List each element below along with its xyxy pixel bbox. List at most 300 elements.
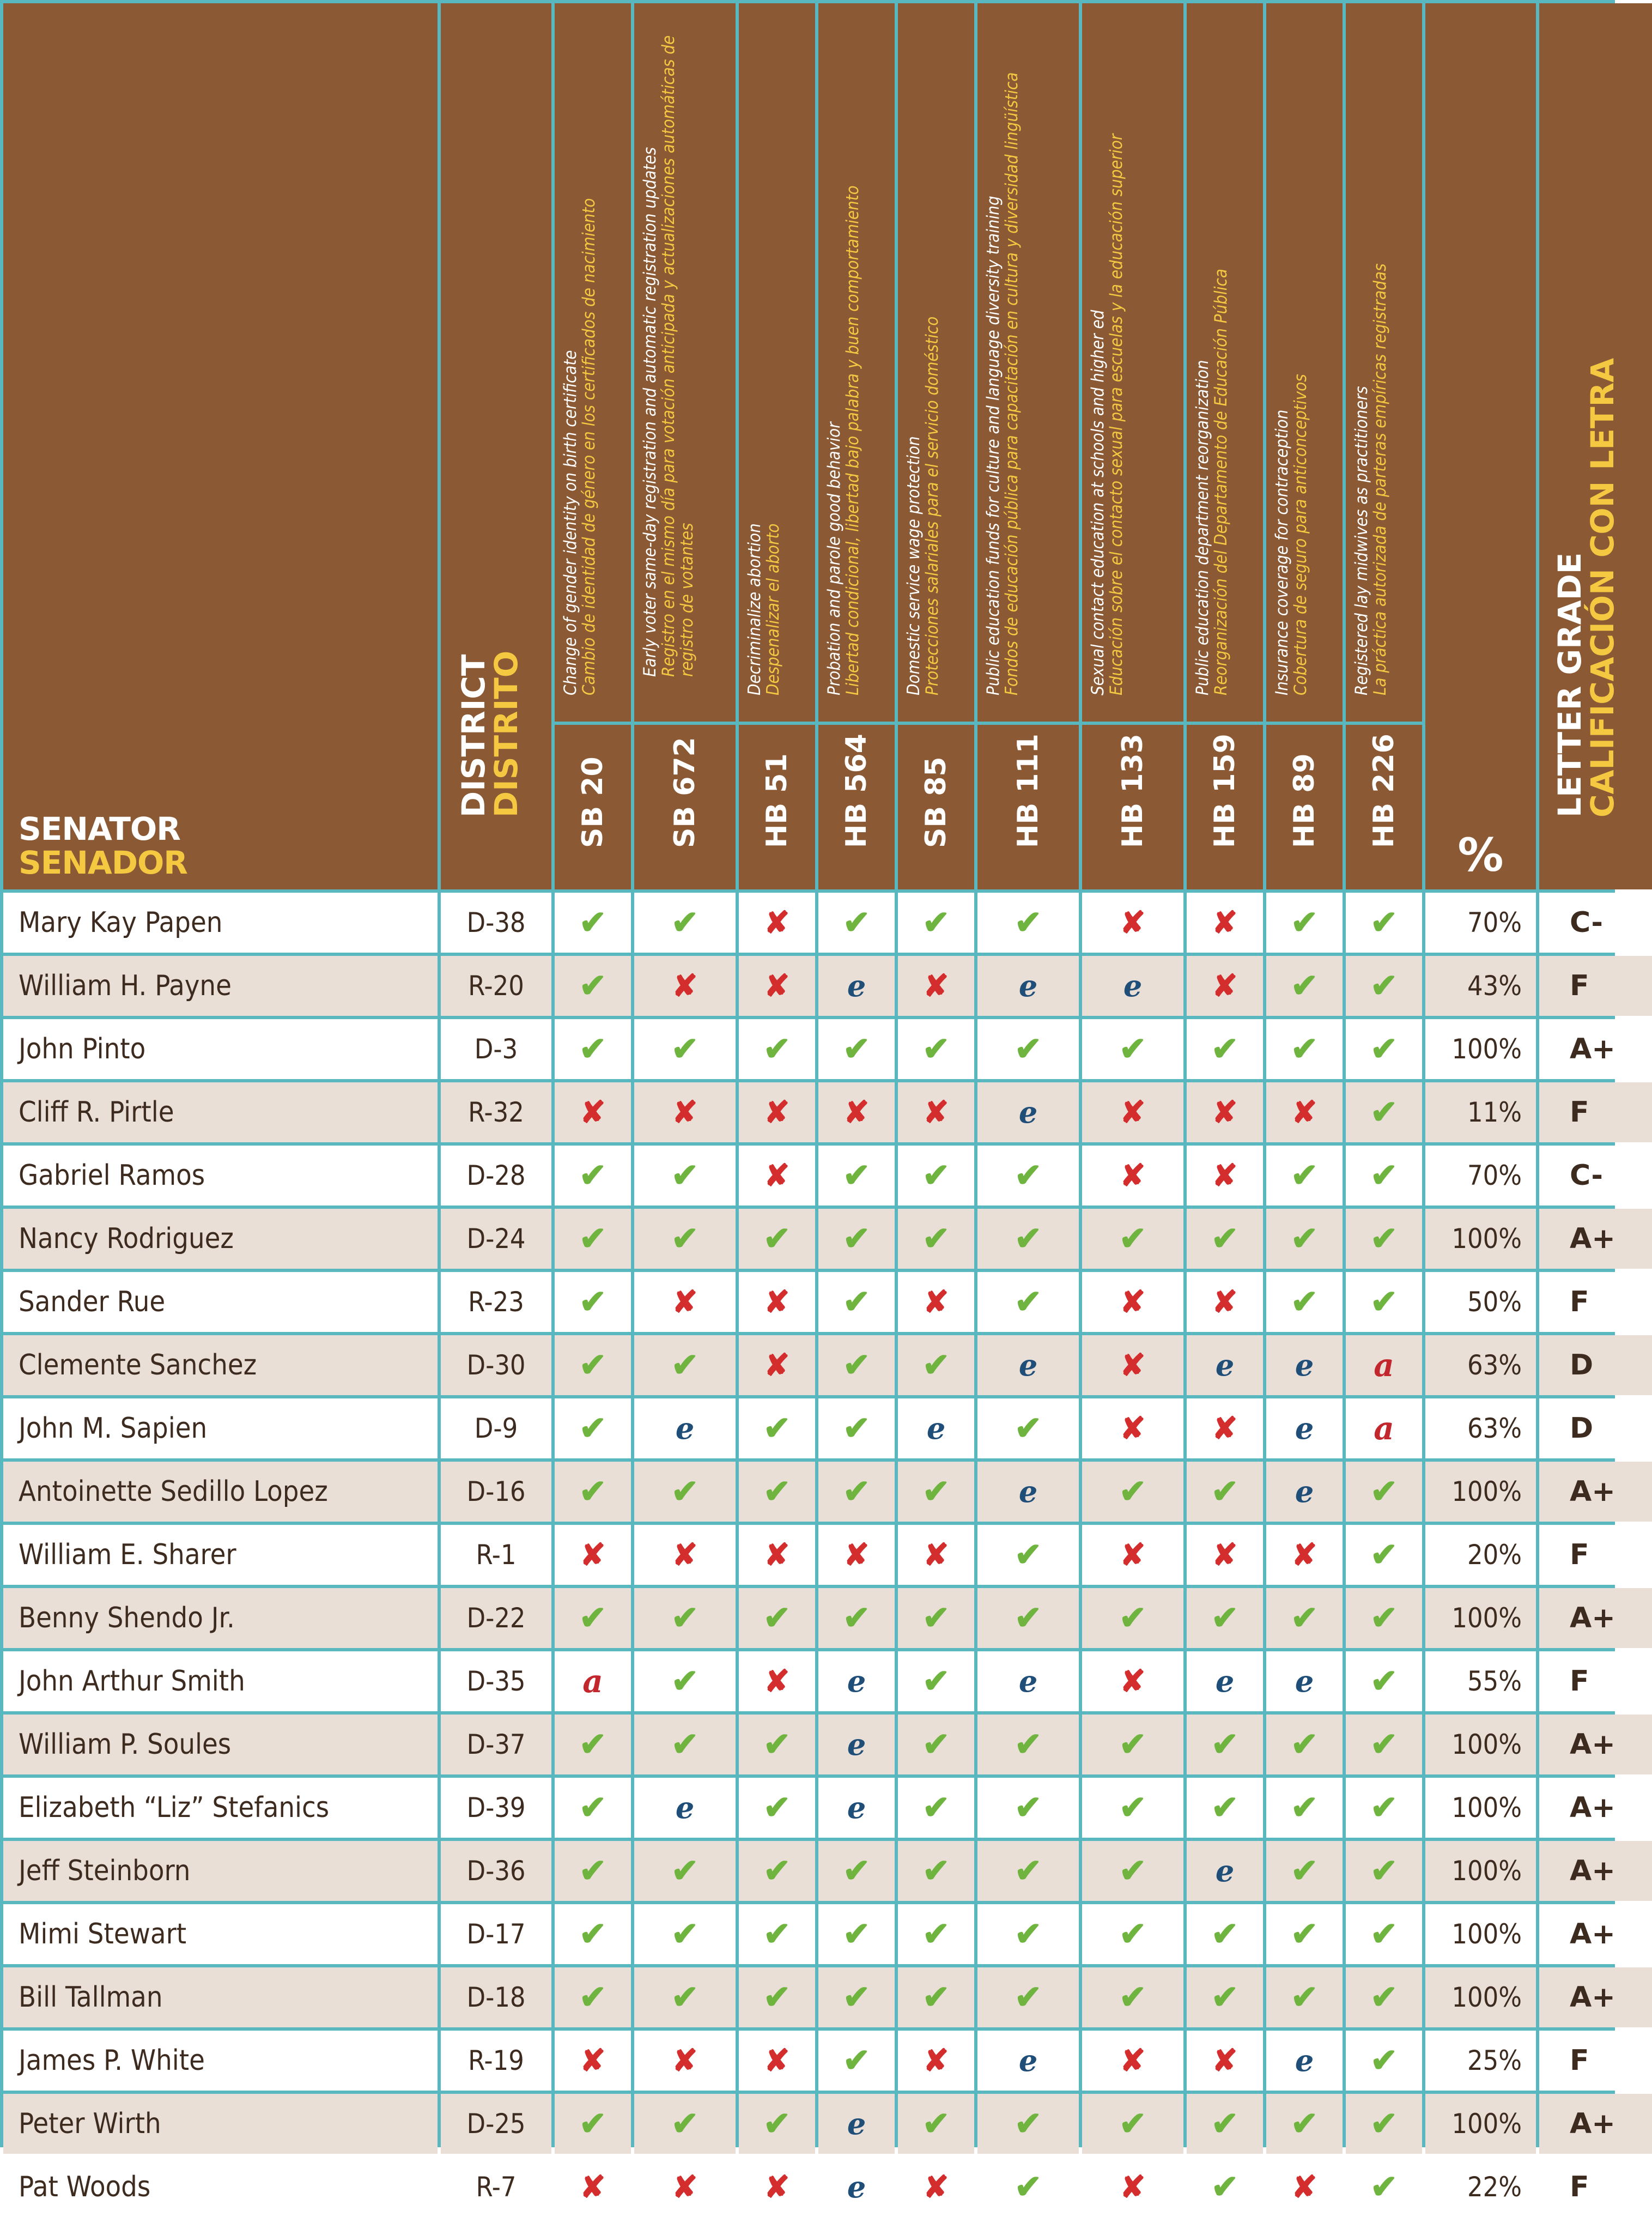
vote-cell xyxy=(1187,1335,1263,1395)
no-vote-x-icon: ✘ xyxy=(672,2043,698,2079)
vote-cell xyxy=(555,1967,631,2027)
yes-vote-check-icon: ✔ xyxy=(1014,2168,1042,2206)
vote-cell xyxy=(555,1525,631,1585)
excused-mark: e xyxy=(847,968,866,1003)
yes-vote-check-icon: ✔ xyxy=(579,1409,607,1447)
percent-cell: 50% xyxy=(1425,1272,1536,1332)
yes-vote-check-icon: ✔ xyxy=(842,1852,871,1890)
vote-cell xyxy=(1266,1525,1343,1585)
vote-cell xyxy=(977,956,1079,1016)
district-cell: D-18 xyxy=(441,1967,551,2027)
vote-cell xyxy=(1346,2157,1422,2217)
vote-cell xyxy=(977,1146,1079,1206)
yes-vote-check-icon: ✔ xyxy=(1211,1915,1239,1953)
absent-mark: a xyxy=(1374,1410,1394,1447)
percent-cell: 100% xyxy=(1425,2094,1536,2154)
letter-grade-cell: A+ xyxy=(1539,1209,1652,1269)
senator-name: Elizabeth “Liz” Stefanics xyxy=(3,1778,438,1838)
vote-cell xyxy=(818,2031,895,2091)
vote-cell xyxy=(818,1841,895,1901)
vote-cell xyxy=(1082,1651,1183,1711)
vote-cell xyxy=(739,1588,815,1648)
district-cell: D-38 xyxy=(441,893,551,953)
vote-cell xyxy=(1266,1778,1343,1838)
vote-cell xyxy=(739,1272,815,1332)
yes-vote-check-icon: ✔ xyxy=(763,1030,791,1068)
vote-cell xyxy=(1346,1588,1422,1648)
excused-mark: e xyxy=(675,1411,695,1446)
yes-vote-check-icon: ✔ xyxy=(1014,1220,1042,1258)
bill-number-label: HB 226 xyxy=(1368,734,1400,848)
vote-cell xyxy=(1346,1651,1422,1711)
vote-cell xyxy=(1082,1019,1183,1079)
vote-cell xyxy=(1266,1651,1343,1711)
vote-cell xyxy=(977,1841,1079,1901)
yes-vote-check-icon: ✔ xyxy=(1290,904,1319,942)
vote-cell xyxy=(898,956,974,1016)
vote-cell xyxy=(1187,1082,1263,1142)
yes-vote-check-icon: ✔ xyxy=(579,2105,607,2143)
no-vote-x-icon: ✘ xyxy=(672,2169,698,2205)
vote-cell xyxy=(1187,1272,1263,1332)
bill-number-label: SB 85 xyxy=(920,756,952,848)
vote-cell xyxy=(1187,2094,1263,2154)
yes-vote-check-icon: ✔ xyxy=(1370,1156,1398,1195)
vote-cell xyxy=(739,1525,815,1585)
yes-vote-check-icon: ✔ xyxy=(1290,1156,1319,1195)
excused-mark: e xyxy=(1018,1348,1038,1383)
vote-cell xyxy=(739,1462,815,1522)
vote-cell xyxy=(739,2094,815,2154)
vote-cell xyxy=(818,1272,895,1332)
yes-vote-check-icon: ✔ xyxy=(922,1346,950,1384)
bill-number-header xyxy=(634,725,736,889)
letter-grade-cell: F xyxy=(1539,2157,1652,2217)
vote-cell xyxy=(1346,1525,1422,1585)
senator-name: Benny Shendo Jr. xyxy=(3,1588,438,1648)
yes-vote-check-icon: ✔ xyxy=(671,1725,699,1764)
yes-vote-check-icon: ✔ xyxy=(1014,904,1042,942)
yes-vote-check-icon: ✔ xyxy=(922,2105,950,2143)
percent-cell: 100% xyxy=(1425,1588,1536,1648)
yes-vote-check-icon: ✔ xyxy=(1370,1915,1398,1953)
vote-cell xyxy=(555,956,631,1016)
district-cell: R-19 xyxy=(441,2031,551,2091)
grade-header-es: CALIFICACIÓN CON LETRA xyxy=(1584,358,1621,817)
yes-vote-check-icon: ✔ xyxy=(1014,1725,1042,1764)
vote-cell xyxy=(555,1462,631,1522)
vote-cell xyxy=(634,1525,736,1585)
vote-cell xyxy=(977,1967,1079,2027)
vote-cell xyxy=(1187,893,1263,953)
bill-description-header xyxy=(739,3,815,722)
yes-vote-check-icon: ✔ xyxy=(671,1915,699,1953)
vote-cell xyxy=(1082,1778,1183,1838)
vote-cell xyxy=(1266,1904,1343,1964)
letter-grade-cell: A+ xyxy=(1539,1904,1652,1964)
vote-cell xyxy=(818,1778,895,1838)
district-cell: R-20 xyxy=(441,956,551,1016)
yes-vote-check-icon: ✔ xyxy=(1014,2105,1042,2143)
bill-description-header xyxy=(1346,3,1422,722)
yes-vote-check-icon: ✔ xyxy=(579,904,607,942)
percent-cell: 70% xyxy=(1425,1146,1536,1206)
yes-vote-check-icon: ✔ xyxy=(842,1156,871,1195)
yes-vote-check-icon: ✔ xyxy=(579,1030,607,1068)
vote-cell xyxy=(1082,1904,1183,1964)
percent-cell: 100% xyxy=(1425,1778,1536,1838)
vote-cell xyxy=(1346,1715,1422,1774)
vote-cell xyxy=(1266,1398,1343,1458)
district-cell: R-32 xyxy=(441,1082,551,1142)
vote-cell xyxy=(555,1841,631,1901)
vote-cell xyxy=(1082,2094,1183,2154)
vote-cell xyxy=(818,1525,895,1585)
vote-cell xyxy=(555,2157,631,2217)
senator-name: William P. Soules xyxy=(3,1715,438,1774)
vote-cell xyxy=(634,2031,736,2091)
vote-cell xyxy=(977,1715,1079,1774)
vote-cell xyxy=(977,1778,1079,1838)
vote-cell xyxy=(1187,1841,1263,1901)
vote-cell xyxy=(898,1398,974,1458)
yes-vote-check-icon: ✔ xyxy=(1014,1978,1042,2016)
district-cell: D-17 xyxy=(441,1904,551,1964)
bill-number-header xyxy=(1187,725,1263,889)
district-cell: D-22 xyxy=(441,1588,551,1648)
vote-cell xyxy=(555,1019,631,1079)
vote-cell xyxy=(739,1778,815,1838)
bill-number-label: HB 51 xyxy=(761,753,793,848)
vote-cell xyxy=(555,1651,631,1711)
vote-cell xyxy=(818,1588,895,1648)
absent-mark: a xyxy=(582,1663,603,1700)
bill-description-es: Reorganización del Departamento de Educación Pública xyxy=(1211,269,1231,695)
vote-cell xyxy=(739,2157,815,2217)
letter-grade-cell: A+ xyxy=(1539,2094,1652,2154)
vote-cell xyxy=(555,2031,631,2091)
vote-cell xyxy=(1187,1588,1263,1648)
yes-vote-check-icon: ✔ xyxy=(842,1220,871,1258)
vote-cell xyxy=(634,1651,736,1711)
bill-number-header xyxy=(555,725,631,889)
yes-vote-check-icon: ✔ xyxy=(1370,2105,1398,2143)
yes-vote-check-icon: ✔ xyxy=(1370,1220,1398,1258)
bill-number-label: HB 111 xyxy=(1012,734,1044,848)
yes-vote-check-icon: ✔ xyxy=(579,1978,607,2016)
vote-cell xyxy=(898,1335,974,1395)
senator-name: Bill Tallman xyxy=(3,1967,438,2027)
yes-vote-check-icon: ✔ xyxy=(671,1220,699,1258)
vote-cell xyxy=(1346,1967,1422,2027)
vote-cell xyxy=(555,893,631,953)
district-cell: D-36 xyxy=(441,1841,551,1901)
bill-description-en: Early voter same-day registration and automatic registration updates xyxy=(640,147,660,677)
vote-cell xyxy=(898,1082,974,1142)
vote-cell xyxy=(739,1841,815,1901)
vote-cell xyxy=(634,1904,736,1964)
bill-description-es: Educación sobre el contacto sexual para escuelas y la educación superior xyxy=(1107,134,1126,695)
grade-column-header xyxy=(1539,3,1652,889)
letter-grade-cell: A+ xyxy=(1539,1778,1652,1838)
senator-name: James P. White xyxy=(3,2031,438,2091)
senator-name: Antoinette Sedillo Lopez xyxy=(3,1462,438,1522)
no-vote-x-icon: ✘ xyxy=(923,1537,949,1573)
yes-vote-check-icon: ✔ xyxy=(579,967,607,1005)
no-vote-x-icon: ✘ xyxy=(1120,1284,1146,1320)
no-vote-x-icon: ✘ xyxy=(1212,1094,1238,1130)
vote-cell xyxy=(739,1082,815,1142)
percent-cell: 100% xyxy=(1425,1904,1536,1964)
vote-cell xyxy=(898,1778,974,1838)
no-vote-x-icon: ✘ xyxy=(1291,1094,1317,1130)
vote-cell xyxy=(977,2031,1079,2091)
bill-description-en: Decriminalize abortion xyxy=(745,523,764,695)
no-vote-x-icon: ✘ xyxy=(923,1094,949,1130)
yes-vote-check-icon: ✔ xyxy=(1370,1599,1398,1637)
letter-grade-cell: F xyxy=(1539,1651,1652,1711)
percent-cell: 100% xyxy=(1425,1841,1536,1901)
yes-vote-check-icon: ✔ xyxy=(922,1789,950,1827)
yes-vote-check-icon: ✔ xyxy=(1370,2042,1398,2080)
percent-cell: 100% xyxy=(1425,1967,1536,2027)
percent-cell: 55% xyxy=(1425,1651,1536,1711)
senator-name: Peter Wirth xyxy=(3,2094,438,2154)
vote-cell xyxy=(1187,956,1263,1016)
yes-vote-check-icon: ✔ xyxy=(1370,1852,1398,1890)
percent-cell: 22% xyxy=(1425,2157,1536,2217)
letter-grade-cell: C- xyxy=(1539,893,1652,953)
bill-description-es: Registro en el mismo día para votación anticipada y actualizaciones automáticas de registro de votantes xyxy=(659,35,697,677)
letter-grade-cell: C- xyxy=(1539,1146,1652,1206)
vote-cell xyxy=(898,1651,974,1711)
letter-grade-cell: A+ xyxy=(1539,1019,1652,1079)
vote-cell xyxy=(1187,1019,1263,1079)
yes-vote-check-icon: ✔ xyxy=(1119,1789,1147,1827)
letter-grade-cell: F xyxy=(1539,1082,1652,1142)
vote-cell xyxy=(818,956,895,1016)
bill-number-label: SB 672 xyxy=(669,737,701,848)
vote-cell xyxy=(1082,956,1183,1016)
vote-cell xyxy=(634,1462,736,1522)
yes-vote-check-icon: ✔ xyxy=(842,904,871,942)
vote-cell xyxy=(977,1272,1079,1332)
yes-vote-check-icon: ✔ xyxy=(1119,1220,1147,1258)
yes-vote-check-icon: ✔ xyxy=(922,1030,950,1068)
vote-cell xyxy=(1346,2094,1422,2154)
vote-cell xyxy=(739,1967,815,2027)
no-vote-x-icon: ✘ xyxy=(843,1537,870,1573)
vote-cell xyxy=(1082,1588,1183,1648)
vote-cell xyxy=(739,1209,815,1269)
vote-cell xyxy=(1266,1272,1343,1332)
no-vote-x-icon: ✘ xyxy=(923,968,949,1004)
vote-cell xyxy=(634,1588,736,1648)
excused-mark: e xyxy=(847,2106,866,2141)
yes-vote-check-icon: ✔ xyxy=(671,1599,699,1637)
senator-name: John Pinto xyxy=(3,1019,438,1079)
vote-cell xyxy=(1082,1146,1183,1206)
yes-vote-check-icon: ✔ xyxy=(1014,1283,1042,1321)
bill-description-header xyxy=(898,3,974,722)
vote-cell xyxy=(977,2157,1079,2217)
vote-cell xyxy=(634,2157,736,2217)
no-vote-x-icon: ✘ xyxy=(580,2043,606,2079)
yes-vote-check-icon: ✔ xyxy=(763,1473,791,1511)
vote-cell xyxy=(1266,1715,1343,1774)
yes-vote-check-icon: ✔ xyxy=(671,1662,699,1700)
yes-vote-check-icon: ✔ xyxy=(671,1156,699,1195)
yes-vote-check-icon: ✔ xyxy=(1290,2105,1319,2143)
vote-cell xyxy=(1187,1146,1263,1206)
yes-vote-check-icon: ✔ xyxy=(842,1346,871,1384)
excused-mark: e xyxy=(1295,1348,1314,1383)
vote-cell xyxy=(634,1209,736,1269)
no-vote-x-icon: ✘ xyxy=(1120,1158,1146,1194)
vote-cell xyxy=(818,1209,895,1269)
letter-grade-cell: F xyxy=(1539,1272,1652,1332)
vote-cell xyxy=(739,1019,815,1079)
excused-mark: e xyxy=(847,1664,866,1699)
no-vote-x-icon: ✘ xyxy=(1120,1094,1146,1130)
vote-cell xyxy=(818,2157,895,2217)
vote-cell xyxy=(1266,1967,1343,2027)
vote-cell xyxy=(1082,1209,1183,1269)
yes-vote-check-icon: ✔ xyxy=(842,1915,871,1953)
district-cell: R-23 xyxy=(441,1272,551,1332)
bill-description-es: Despenalizar el aborto xyxy=(763,523,783,695)
vote-cell xyxy=(634,2094,736,2154)
no-vote-x-icon: ✘ xyxy=(1212,968,1238,1004)
vote-cell xyxy=(1346,1398,1422,1458)
yes-vote-check-icon: ✔ xyxy=(1119,1599,1147,1637)
senator-name: William E. Sharer xyxy=(3,1525,438,1585)
vote-cell xyxy=(1082,1272,1183,1332)
bill-number-header xyxy=(1082,725,1183,889)
excused-mark: e xyxy=(1215,1853,1235,1888)
senator-column-header xyxy=(3,3,438,889)
bill-number-label: SB 20 xyxy=(576,756,609,848)
yes-vote-check-icon: ✔ xyxy=(922,1915,950,1953)
district-cell: R-7 xyxy=(441,2157,551,2217)
vote-cell xyxy=(818,1335,895,1395)
percent-header: % xyxy=(1457,828,1504,882)
yes-vote-check-icon: ✔ xyxy=(922,904,950,942)
vote-cell xyxy=(898,2157,974,2217)
vote-cell xyxy=(739,2031,815,2091)
bill-description-es: Cobertura de seguro para anticonceptivos xyxy=(1291,374,1310,695)
excused-mark: e xyxy=(1295,1664,1314,1699)
yes-vote-check-icon: ✔ xyxy=(1290,1978,1319,2016)
no-vote-x-icon: ✘ xyxy=(672,1284,698,1320)
no-vote-x-icon: ✘ xyxy=(1291,1537,1317,1573)
bill-description-header xyxy=(818,3,895,722)
excused-mark: e xyxy=(1018,968,1038,1003)
vote-cell xyxy=(1266,956,1343,1016)
senator-name: Jeff Steinborn xyxy=(3,1841,438,1901)
yes-vote-check-icon: ✔ xyxy=(763,1599,791,1637)
vote-cell xyxy=(739,1146,815,1206)
yes-vote-check-icon: ✔ xyxy=(763,2105,791,2143)
vote-cell xyxy=(898,1967,974,2027)
yes-vote-check-icon: ✔ xyxy=(671,1473,699,1511)
vote-cell xyxy=(898,1588,974,1648)
vote-cell xyxy=(1187,1525,1263,1585)
yes-vote-check-icon: ✔ xyxy=(579,1156,607,1195)
yes-vote-check-icon: ✔ xyxy=(1014,1536,1042,1574)
yes-vote-check-icon: ✔ xyxy=(671,1030,699,1068)
yes-vote-check-icon: ✔ xyxy=(1211,1220,1239,1258)
vote-cell xyxy=(1187,1778,1263,1838)
letter-grade-cell: F xyxy=(1539,2031,1652,2091)
vote-cell xyxy=(1346,1778,1422,1838)
yes-vote-check-icon: ✔ xyxy=(1370,967,1398,1005)
no-vote-x-icon: ✘ xyxy=(764,1094,790,1130)
vote-cell xyxy=(1187,1967,1263,2027)
letter-grade-cell: D xyxy=(1539,1335,1652,1395)
no-vote-x-icon: ✘ xyxy=(923,2043,949,2079)
yes-vote-check-icon: ✔ xyxy=(1370,1662,1398,1700)
vote-cell xyxy=(555,1715,631,1774)
yes-vote-check-icon: ✔ xyxy=(763,1725,791,1764)
yes-vote-check-icon: ✔ xyxy=(1211,1599,1239,1637)
vote-cell xyxy=(555,1335,631,1395)
vote-cell xyxy=(1266,1082,1343,1142)
letter-grade-cell: D xyxy=(1539,1398,1652,1458)
bill-description-es: Cambio de identidad de género en los certificados de nacimiento xyxy=(579,198,599,695)
vote-cell xyxy=(739,956,815,1016)
yes-vote-check-icon: ✔ xyxy=(1290,1915,1319,1953)
yes-vote-check-icon: ✔ xyxy=(842,1030,871,1068)
vote-cell xyxy=(1082,1967,1183,2027)
vote-cell xyxy=(555,1272,631,1332)
yes-vote-check-icon: ✔ xyxy=(671,1346,699,1384)
no-vote-x-icon: ✘ xyxy=(764,1537,790,1573)
bill-description-header xyxy=(555,3,631,722)
district-header-en: DISTRICT xyxy=(455,654,492,817)
senator-name: Nancy Rodriguez xyxy=(3,1209,438,1269)
yes-vote-check-icon: ✔ xyxy=(1014,1852,1042,1890)
vote-cell xyxy=(1346,2031,1422,2091)
vote-cell xyxy=(818,1904,895,1964)
district-header-es: DISTRITO xyxy=(488,650,525,817)
vote-cell xyxy=(1346,1019,1422,1079)
vote-cell xyxy=(1187,1904,1263,1964)
senator-name: Sander Rue xyxy=(3,1272,438,1332)
vote-cell xyxy=(1266,1588,1343,1648)
vote-cell xyxy=(1082,1335,1183,1395)
letter-grade-cell: A+ xyxy=(1539,1462,1652,1522)
yes-vote-check-icon: ✔ xyxy=(763,1915,791,1953)
percent-cell: 43% xyxy=(1425,956,1536,1016)
yes-vote-check-icon: ✔ xyxy=(1290,1852,1319,1890)
bill-description-header xyxy=(977,3,1079,722)
percent-column-header xyxy=(1425,3,1536,889)
yes-vote-check-icon: ✔ xyxy=(1211,1789,1239,1827)
senator-name: William H. Payne xyxy=(3,956,438,1016)
excused-mark: e xyxy=(675,1790,695,1825)
yes-vote-check-icon: ✔ xyxy=(922,1220,950,1258)
vote-cell xyxy=(555,1904,631,1964)
yes-vote-check-icon: ✔ xyxy=(671,904,699,942)
yes-vote-check-icon: ✔ xyxy=(579,1915,607,1953)
vote-cell xyxy=(739,893,815,953)
yes-vote-check-icon: ✔ xyxy=(1370,2168,1398,2206)
senator-name: Gabriel Ramos xyxy=(3,1146,438,1206)
excused-mark: e xyxy=(1123,968,1143,1003)
no-vote-x-icon: ✘ xyxy=(764,1284,790,1320)
bill-description-header xyxy=(1187,3,1263,722)
